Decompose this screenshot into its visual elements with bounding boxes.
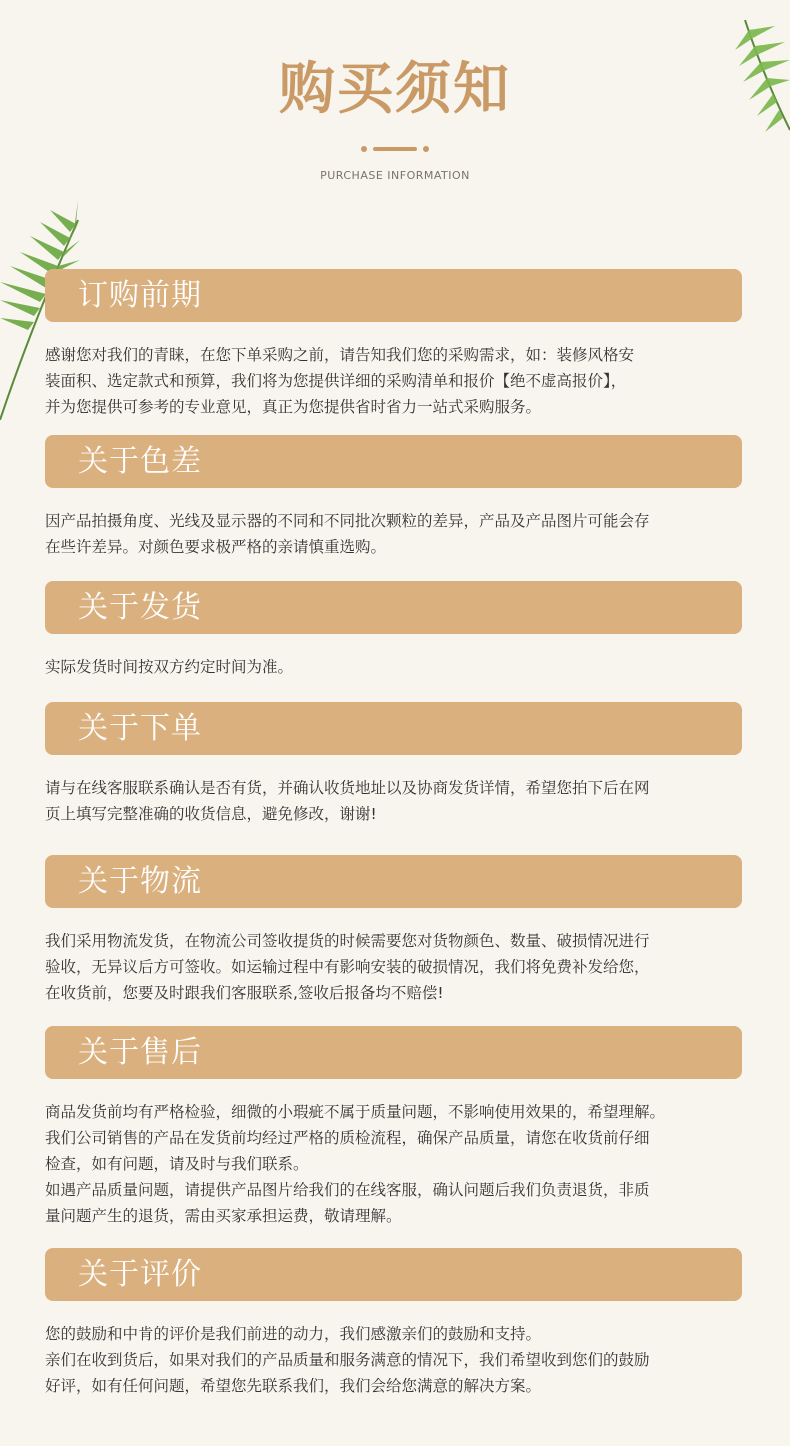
- body-line: 好评，如有任何问题，希望您先联系我们，我们会给您满意的解决方案。: [45, 1377, 542, 1395]
- body-line: 您的鼓励和中肯的评价是我们前进的动力，我们感激亲们的鼓励和支持。: [45, 1325, 542, 1343]
- body-line: 因产品拍摄角度、光线及显示器的不同和不同批次颗粒的差异，产品及产品图片可能会存: [45, 512, 650, 530]
- body-line: 商品发货前均有严格检验，细微的小瑕疵不属于质量问题，不影响使用效果的，希望理解。: [45, 1103, 666, 1121]
- section-body-ordering: [45, 342, 750, 420]
- body-line: 亲们在收到货后，如果对我们的产品质量和服务满意的情况下，我们希望收到您们的鼓励: [45, 1351, 650, 1369]
- section-header-color-difference: [45, 435, 742, 488]
- body-line: 量问题产生的退货，需由买家承担运费，敬请理解。: [45, 1207, 402, 1225]
- body-line: 在收货前，您要及时跟我们客服联系,签收后报备均不赔偿!: [45, 984, 444, 1002]
- body-line: 我们公司销售的产品在发货前均经过严格的质检流程，确保产品质量，请您在收货前仔细: [45, 1129, 650, 1147]
- body-line: 验收，无异议后方可签收。如运输过程中有影响安装的破损情况，我们将免费补发给您，: [45, 958, 650, 976]
- section-title: 关于下单: [78, 711, 202, 746]
- title-divider: [361, 146, 429, 152]
- body-line: 在些许差异。对颜色要求极严格的亲请慎重选购。: [45, 538, 387, 556]
- body-line: 装面积、选定款式和预算，我们将为您提供详细的采购清单和报价【绝不虚高报价】，: [45, 372, 627, 390]
- section-title: 关于评价: [78, 1257, 202, 1292]
- section-header-after-sales: [45, 1026, 742, 1079]
- body-line: 检查，如有问题，请及时与我们联系。: [45, 1155, 309, 1173]
- section-body-shipping: [45, 654, 750, 680]
- section-title: 订购前期: [78, 278, 202, 313]
- body-line: 如遇产品质量问题，请提供产品图片给我们的在线客服，确认问题后我们负责退货，非质: [45, 1181, 650, 1199]
- page-title: 购买须知: [279, 57, 511, 122]
- page-subtitle: PURCHASE INFORMATION: [320, 169, 470, 182]
- section-body-logistics: [45, 928, 750, 1006]
- body-line: 请与在线客服联系确认是否有货，并确认收货地址以及协商发货详情，希望您拍下后在网: [45, 779, 650, 797]
- section-title: 关于发货: [78, 590, 202, 625]
- section-header-logistics: [45, 855, 742, 908]
- body-line: 实际发货时间按双方约定时间为准。: [45, 658, 294, 676]
- body-line: 并为您提供可参考的专业意见，真正为您提供省时省力一站式采购服务。: [45, 398, 542, 416]
- body-line: 我们采用物流发货，在物流公司签收提货的时候需要您对货物颜色、数量、破损情况进行: [45, 932, 650, 950]
- section-body-order: [45, 775, 750, 827]
- section-body-color-difference: [45, 508, 750, 560]
- section-header-shipping: [45, 581, 742, 634]
- section-header-reviews: [45, 1248, 742, 1301]
- section-title: 关于色差: [78, 444, 202, 479]
- body-line: 页上填写完整准确的收货信息，避免修改，谢谢!: [45, 805, 377, 823]
- body-line: 感谢您对我们的青睐，在您下单采购之前，请告知我们您的采购需求，如：装修风格安: [45, 346, 635, 364]
- section-header-ordering: [45, 269, 742, 322]
- section-header-order: [45, 702, 742, 755]
- section-body-after-sales: [45, 1099, 750, 1229]
- section-body-reviews: [45, 1321, 750, 1399]
- section-title: 关于售后: [78, 1035, 202, 1070]
- section-title: 关于物流: [78, 864, 202, 899]
